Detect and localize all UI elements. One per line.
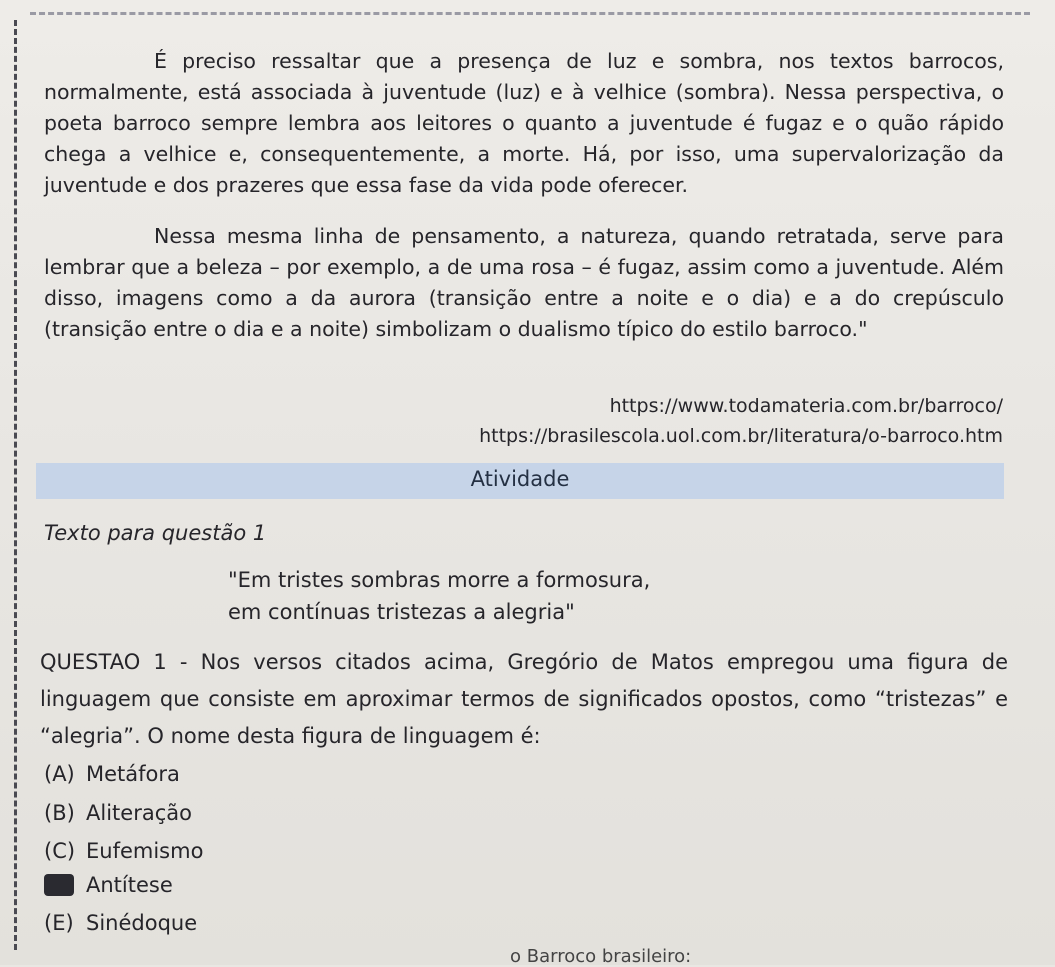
option-c-text: Eufemismo <box>86 839 204 863</box>
dashed-border-left <box>14 20 17 950</box>
paragraph-2 <box>44 221 1004 345</box>
option-d[interactable] <box>44 870 173 900</box>
option-c[interactable] <box>44 836 203 866</box>
question-text-label: Texto para questão 1 <box>44 521 267 545</box>
source-link-brasilescola: https://brasilescola.uol.com.br/literatura/o-barroco.htm <box>479 425 1003 447</box>
option-d-text: Antítese <box>86 873 173 897</box>
option-c-letter: (C) <box>44 839 76 863</box>
option-b[interactable] <box>44 798 192 828</box>
answer-marked-icon <box>44 874 74 896</box>
option-e[interactable] <box>44 908 197 938</box>
option-b-letter: (B) <box>44 801 75 825</box>
option-b-text: Aliteração <box>86 801 192 825</box>
paragraph-1-text: É preciso ressaltar que a presença de luz e sombra, nos textos barrocos, normalmente, está associada à juventude (luz) e à velhice (sombra). Nessa perspectiva, o poeta barroco sempre lembra aos leitores o quanto a juventude é fugaz e o quão rápido chega a velhice e, consequentemente, a morte. Há, por isso, uma supervalorização da juventude e dos prazeres que essa fase da vida pode oferecer. <box>44 49 1004 197</box>
section-title: Atividade <box>470 467 570 491</box>
question-1-text: QUESTAO 1 - Nos versos citados acima, Gregório de Matos empregou uma figura de linguagem que consiste em aproximar termos de significados opostos, como “tristezas” e “alegria”. O nome desta figura de linguagem é: <box>40 650 1008 748</box>
verse-line-1: "Em tristes sombras morre a formosura, <box>228 568 651 592</box>
paragraph-2-text: Nessa mesma linha de pensamento, a natureza, quando retratada, serve para lembrar que a beleza – por exemplo, a de uma rosa – é fugaz, assim como a juventude. Além disso, imagens como a da aurora (transição entre a noite e o dia) e a do crepúsculo (transição entre o dia e a noite) simbolizam o dualismo típico do estilo barroco." <box>44 224 1004 341</box>
verse-line-2: em contínuas tristezas a alegria" <box>228 600 575 624</box>
option-e-letter: (E) <box>44 911 74 935</box>
section-banner <box>36 463 1004 499</box>
source-link-todamateria: https://www.todamateria.com.br/barroco/ <box>609 395 1003 417</box>
cut-off-next-heading: o Barroco brasileiro: <box>510 946 692 967</box>
dashed-border-top <box>30 12 1030 15</box>
option-a[interactable] <box>44 759 180 789</box>
option-a-letter: (A) <box>44 762 75 786</box>
option-e-text: Sinédoque <box>86 911 198 935</box>
option-a-text: Metáfora <box>86 762 180 786</box>
paragraph-1 <box>44 46 1004 201</box>
